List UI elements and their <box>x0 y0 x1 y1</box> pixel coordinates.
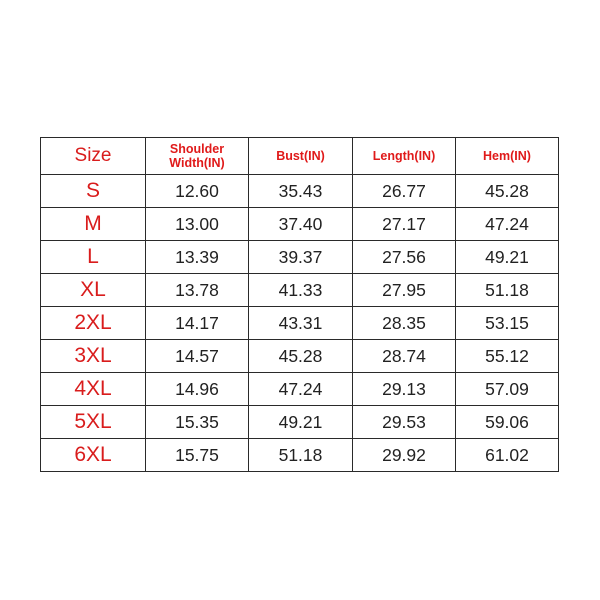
cell-hem: 61.02 <box>456 439 559 472</box>
cell-size: S <box>41 175 146 208</box>
cell-shoulder-width: 14.57 <box>146 340 249 373</box>
table-row <box>41 406 559 439</box>
cell-shoulder-width: 13.39 <box>146 241 249 274</box>
table-row <box>41 340 559 373</box>
cell-bust: 49.21 <box>249 406 353 439</box>
cell-size: 5XL <box>41 406 146 439</box>
cell-shoulder-width: 14.17 <box>146 307 249 340</box>
cell-bust: 35.43 <box>249 175 353 208</box>
table-row <box>41 175 559 208</box>
header-bust: Bust(IN) <box>249 138 353 175</box>
cell-length: 28.74 <box>353 340 456 373</box>
cell-hem: 47.24 <box>456 208 559 241</box>
size-chart-table <box>40 137 559 472</box>
cell-length: 27.95 <box>353 274 456 307</box>
header-row <box>41 138 559 175</box>
cell-shoulder-width: 13.00 <box>146 208 249 241</box>
cell-size: M <box>41 208 146 241</box>
table-row <box>41 208 559 241</box>
header-shoulder-width: Shoulder Width(IN) <box>146 138 249 175</box>
cell-hem: 51.18 <box>456 274 559 307</box>
cell-hem: 55.12 <box>456 340 559 373</box>
cell-hem: 57.09 <box>456 373 559 406</box>
cell-length: 28.35 <box>353 307 456 340</box>
cell-shoulder-width: 12.60 <box>146 175 249 208</box>
cell-length: 26.77 <box>353 175 456 208</box>
cell-bust: 51.18 <box>249 439 353 472</box>
cell-length: 29.13 <box>353 373 456 406</box>
header-size: Size <box>41 138 146 175</box>
cell-shoulder-width: 13.78 <box>146 274 249 307</box>
table-row <box>41 373 559 406</box>
cell-shoulder-width: 15.35 <box>146 406 249 439</box>
cell-size: 6XL <box>41 439 146 472</box>
cell-size: 3XL <box>41 340 146 373</box>
header-hem: Hem(IN) <box>456 138 559 175</box>
table-row <box>41 241 559 274</box>
cell-length: 27.56 <box>353 241 456 274</box>
cell-length: 29.53 <box>353 406 456 439</box>
cell-bust: 43.31 <box>249 307 353 340</box>
cell-hem: 49.21 <box>456 241 559 274</box>
cell-hem: 53.15 <box>456 307 559 340</box>
cell-size: 2XL <box>41 307 146 340</box>
cell-shoulder-width: 15.75 <box>146 439 249 472</box>
cell-size: XL <box>41 274 146 307</box>
cell-bust: 41.33 <box>249 274 353 307</box>
cell-size: L <box>41 241 146 274</box>
table-row <box>41 307 559 340</box>
table-body <box>41 175 559 472</box>
cell-bust: 39.37 <box>249 241 353 274</box>
cell-size: 4XL <box>41 373 146 406</box>
cell-bust: 45.28 <box>249 340 353 373</box>
table-row <box>41 274 559 307</box>
header-length: Length(IN) <box>353 138 456 175</box>
cell-bust: 37.40 <box>249 208 353 241</box>
cell-hem: 45.28 <box>456 175 559 208</box>
cell-shoulder-width: 14.96 <box>146 373 249 406</box>
cell-bust: 47.24 <box>249 373 353 406</box>
table-row <box>41 439 559 472</box>
cell-length: 27.17 <box>353 208 456 241</box>
cell-length: 29.92 <box>353 439 456 472</box>
cell-hem: 59.06 <box>456 406 559 439</box>
